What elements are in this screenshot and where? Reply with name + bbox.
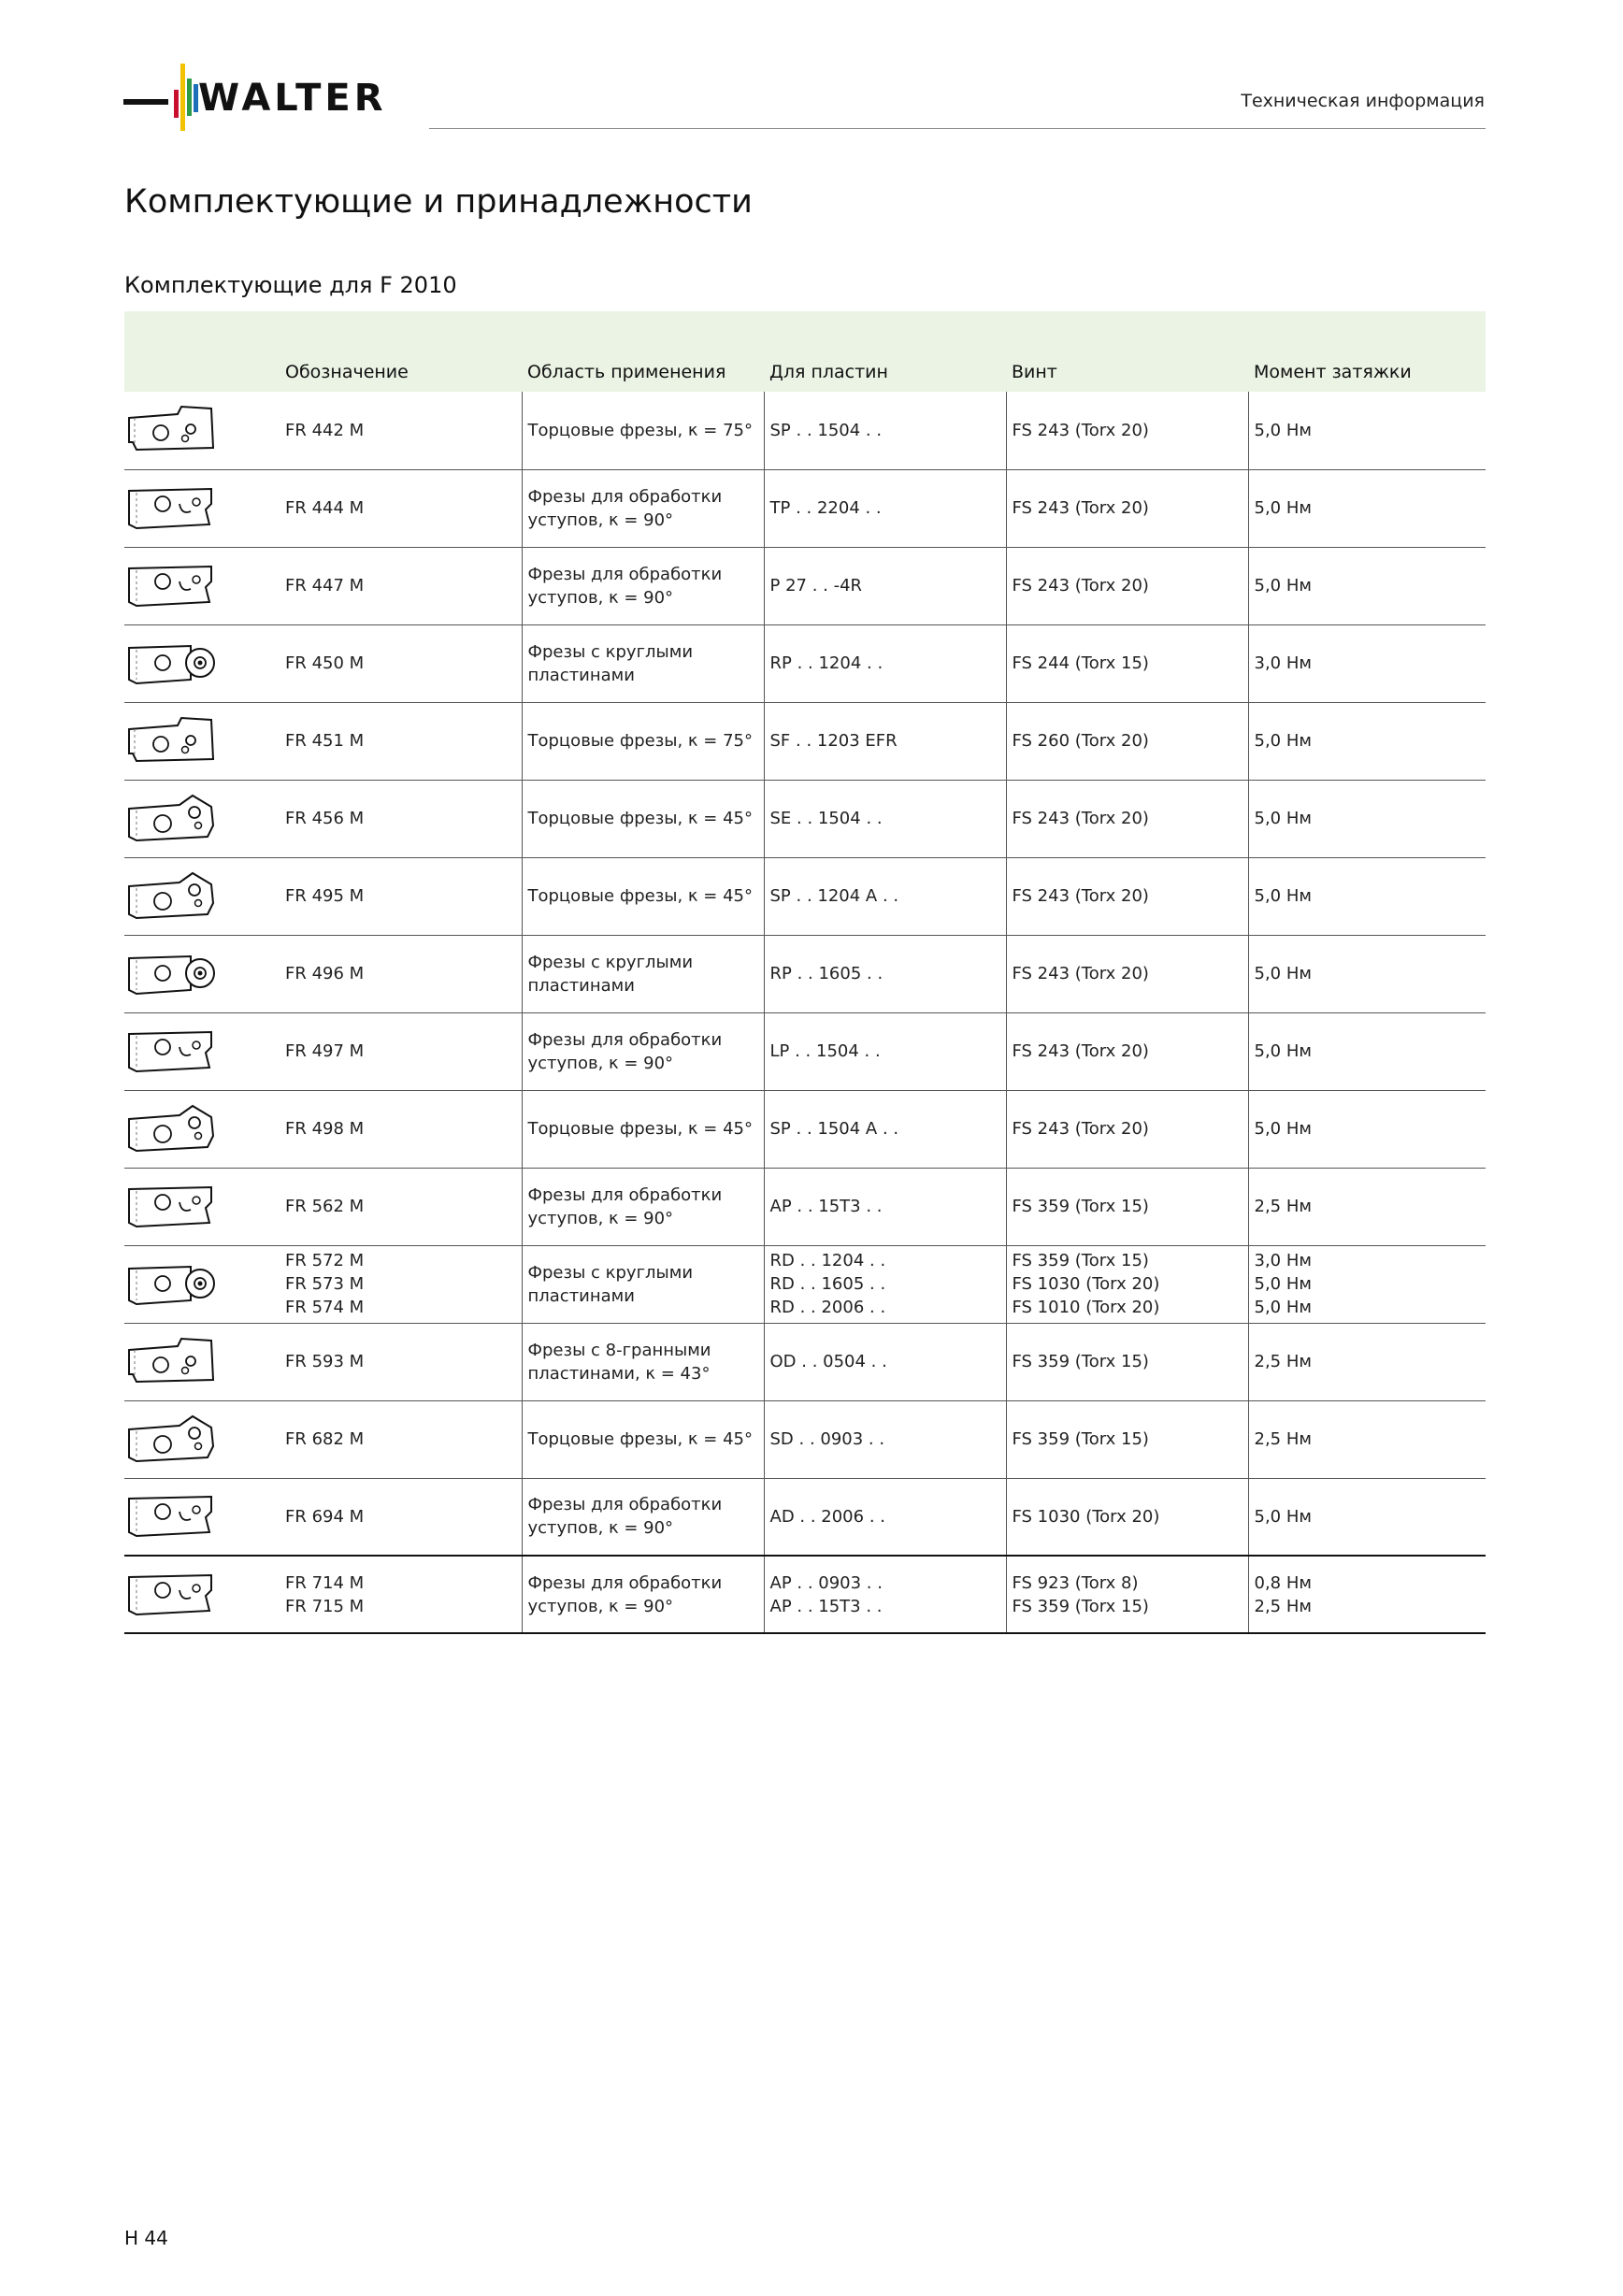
torque-cell: 5,0 Нм bbox=[1248, 702, 1486, 780]
screw-cell: FS 243 (Torx 20) bbox=[1006, 1090, 1248, 1168]
column-header-torque: Момент затяжки bbox=[1254, 362, 1412, 382]
torque-cell: 5,0 Нм bbox=[1248, 1012, 1486, 1090]
application-cell: Фрезы с круглыми пластинами bbox=[522, 935, 764, 1012]
cassette-75-icon bbox=[125, 1337, 217, 1387]
cassette-drawing-cell bbox=[124, 1012, 280, 1090]
inserts-cell: SP . . 1204 A . . bbox=[764, 857, 1006, 935]
designation-cell: FR 495 M bbox=[280, 857, 522, 935]
screw-cell: FS 243 (Torx 20) bbox=[1006, 935, 1248, 1012]
screw-cell: FS 359 (Torx 15) bbox=[1006, 1323, 1248, 1400]
cassette-drawing-cell bbox=[124, 1323, 280, 1400]
torque-cell: 0,8 Нм 2,5 Нм bbox=[1248, 1556, 1486, 1633]
cassette-drawing-cell bbox=[124, 1245, 280, 1323]
torque-cell: 5,0 Нм bbox=[1248, 935, 1486, 1012]
designation-cell: FR 496 M bbox=[280, 935, 522, 1012]
header-section-label: Техническая информация bbox=[1241, 91, 1485, 111]
torque-cell: 5,0 Нм bbox=[1248, 392, 1486, 469]
inserts-cell: OD . . 0504 . . bbox=[764, 1323, 1006, 1400]
table-row bbox=[124, 857, 1486, 935]
table-row bbox=[124, 547, 1486, 624]
application-cell: Фрезы для обработки уступов, κ = 90° bbox=[522, 1556, 764, 1633]
designation-cell: FR 456 M bbox=[280, 780, 522, 857]
inserts-cell: RP . . 1204 . . bbox=[764, 624, 1006, 702]
application-cell: Торцовые фрезы, κ = 45° bbox=[522, 1090, 764, 1168]
torque-cell: 3,0 Нм bbox=[1248, 624, 1486, 702]
column-header-inserts: Для пластин bbox=[769, 362, 888, 382]
screw-cell: FS 243 (Torx 20) bbox=[1006, 1012, 1248, 1090]
application-cell: Фрезы для обработки уступов, κ = 90° bbox=[522, 1168, 764, 1245]
designation-cell: FR 442 M bbox=[280, 392, 522, 469]
cassette-drawing-cell bbox=[124, 469, 280, 547]
cassette-drawing-cell bbox=[124, 935, 280, 1012]
table-row bbox=[124, 392, 1486, 469]
application-cell: Торцовые фрезы, κ = 45° bbox=[522, 1400, 764, 1478]
cassette-90-icon bbox=[125, 1491, 217, 1542]
table-row bbox=[124, 1556, 1486, 1633]
inserts-cell: AP . . 0903 . . AP . . 15T3 . . bbox=[764, 1556, 1006, 1633]
cassette-round-icon bbox=[125, 949, 217, 999]
torque-cell: 2,5 Нм bbox=[1248, 1168, 1486, 1245]
cassette-round-icon bbox=[125, 1259, 217, 1310]
designation-cell: FR 682 M bbox=[280, 1400, 522, 1478]
cassette-90-icon bbox=[125, 1026, 217, 1077]
torque-cell: 5,0 Нм bbox=[1248, 857, 1486, 935]
inserts-cell: SF . . 1203 EFR bbox=[764, 702, 1006, 780]
screw-cell: FS 359 (Torx 15) FS 1030 (Torx 20) FS 1010 (Torx 20) bbox=[1006, 1245, 1248, 1323]
column-header-screw: Винт bbox=[1012, 362, 1057, 382]
table-row bbox=[124, 702, 1486, 780]
designation-cell: FR 451 M bbox=[280, 702, 522, 780]
inserts-cell: P 27 . . -4R bbox=[764, 547, 1006, 624]
application-cell: Фрезы для обработки уступов, κ = 90° bbox=[522, 547, 764, 624]
cassette-drawing-cell bbox=[124, 702, 280, 780]
cassette-90-icon bbox=[125, 561, 217, 611]
table-row bbox=[124, 1012, 1486, 1090]
page-number: H 44 bbox=[124, 2227, 168, 2249]
inserts-cell: RP . . 1605 . . bbox=[764, 935, 1006, 1012]
application-cell: Торцовые фрезы, κ = 75° bbox=[522, 392, 764, 469]
cassette-90-icon bbox=[125, 1570, 217, 1620]
inserts-cell: SD . . 0903 . . bbox=[764, 1400, 1006, 1478]
inserts-cell: SP . . 1504 A . . bbox=[764, 1090, 1006, 1168]
screw-cell: FS 243 (Torx 20) bbox=[1006, 547, 1248, 624]
page-title: Комплектующие и принадлежности bbox=[124, 183, 753, 221]
cassette-drawing-cell bbox=[124, 1556, 280, 1633]
column-header-icon bbox=[124, 311, 280, 392]
table-row bbox=[124, 1323, 1486, 1400]
designation-cell: FR 694 M bbox=[280, 1478, 522, 1556]
cassette-drawing-cell bbox=[124, 780, 280, 857]
inserts-cell: AP . . 15T3 . . bbox=[764, 1168, 1006, 1245]
screw-cell: FS 243 (Torx 20) bbox=[1006, 469, 1248, 547]
table-row bbox=[124, 1478, 1486, 1556]
cassette-drawing-cell bbox=[124, 857, 280, 935]
table-row bbox=[124, 1090, 1486, 1168]
cassette-drawing-cell bbox=[124, 1400, 280, 1478]
screw-cell: FS 260 (Torx 20) bbox=[1006, 702, 1248, 780]
table-row bbox=[124, 1245, 1486, 1323]
screw-cell: FS 359 (Torx 15) bbox=[1006, 1168, 1248, 1245]
cassette-drawing-cell bbox=[124, 1090, 280, 1168]
inserts-cell: AD . . 2006 . . bbox=[764, 1478, 1006, 1556]
torque-cell: 5,0 Нм bbox=[1248, 1090, 1486, 1168]
application-cell: Фрезы с 8-гранными пластинами, κ = 43° bbox=[522, 1323, 764, 1400]
application-cell: Фрезы для обработки уступов, κ = 90° bbox=[522, 1478, 764, 1556]
table-header-row bbox=[124, 311, 1486, 392]
header-divider bbox=[429, 128, 1486, 129]
screw-cell: FS 1030 (Torx 20) bbox=[1006, 1478, 1248, 1556]
torque-cell: 5,0 Нм bbox=[1248, 547, 1486, 624]
application-cell: Фрезы для обработки уступов, κ = 90° bbox=[522, 1012, 764, 1090]
application-cell: Фрезы с круглыми пластинами bbox=[522, 624, 764, 702]
screw-cell: FS 243 (Torx 20) bbox=[1006, 392, 1248, 469]
designation-cell: FR 450 M bbox=[280, 624, 522, 702]
cassette-45-icon bbox=[125, 794, 217, 844]
table-row bbox=[124, 624, 1486, 702]
screw-cell: FS 243 (Torx 20) bbox=[1006, 857, 1248, 935]
torque-cell: 2,5 Нм bbox=[1248, 1323, 1486, 1400]
cassette-90-icon bbox=[125, 483, 217, 534]
designation-cell: FR 593 M bbox=[280, 1323, 522, 1400]
inserts-cell: TP . . 2204 . . bbox=[764, 469, 1006, 547]
cassette-75-icon bbox=[125, 405, 217, 455]
torque-cell: 5,0 Нм bbox=[1248, 780, 1486, 857]
table-row bbox=[124, 469, 1486, 547]
cassette-drawing-cell bbox=[124, 547, 280, 624]
cassette-90-icon bbox=[125, 1182, 217, 1232]
table-row bbox=[124, 1168, 1486, 1245]
accessories-table bbox=[124, 311, 1486, 1634]
torque-cell: 3,0 Нм 5,0 Нм 5,0 Нм bbox=[1248, 1245, 1486, 1323]
designation-cell: FR 447 M bbox=[280, 547, 522, 624]
designation-cell: FR 562 M bbox=[280, 1168, 522, 1245]
screw-cell: FS 359 (Torx 15) bbox=[1006, 1400, 1248, 1478]
inserts-cell: RD . . 1204 . . RD . . 1605 . . RD . . 2006 . . bbox=[764, 1245, 1006, 1323]
application-cell: Торцовые фрезы, κ = 45° bbox=[522, 857, 764, 935]
cassette-drawing-cell bbox=[124, 392, 280, 469]
column-header-designation: Обозначение bbox=[285, 362, 409, 382]
table-row bbox=[124, 935, 1486, 1012]
torque-cell: 2,5 Нм bbox=[1248, 1400, 1486, 1478]
table-row bbox=[124, 780, 1486, 857]
screw-cell: FS 243 (Torx 20) bbox=[1006, 780, 1248, 857]
application-cell: Фрезы с круглыми пластинами bbox=[522, 1245, 764, 1323]
cassette-drawing-cell bbox=[124, 624, 280, 702]
section-title: Комплектующие для F 2010 bbox=[124, 272, 457, 298]
designation-cell: FR 714 M FR 715 M bbox=[280, 1556, 522, 1633]
cassette-drawing-cell bbox=[124, 1478, 280, 1556]
inserts-cell: LP . . 1504 . . bbox=[764, 1012, 1006, 1090]
application-cell: Фрезы для обработки уступов, κ = 90° bbox=[522, 469, 764, 547]
designation-cell: FR 444 M bbox=[280, 469, 522, 547]
designation-cell: FR 498 M bbox=[280, 1090, 522, 1168]
column-header-application: Область применения bbox=[527, 362, 726, 382]
cassette-round-icon bbox=[125, 639, 217, 689]
screw-cell: FS 923 (Torx 8) FS 359 (Torx 15) bbox=[1006, 1556, 1248, 1633]
table-body bbox=[124, 392, 1486, 1633]
inserts-cell: SE . . 1504 . . bbox=[764, 780, 1006, 857]
torque-cell: 5,0 Нм bbox=[1248, 469, 1486, 547]
cassette-drawing-cell bbox=[124, 1168, 280, 1245]
cassette-45-icon bbox=[125, 1414, 217, 1465]
cassette-75-icon bbox=[125, 716, 217, 767]
table-row bbox=[124, 1400, 1486, 1478]
brand-wordmark: WALTER bbox=[198, 77, 387, 120]
inserts-cell: SP . . 1504 . . bbox=[764, 392, 1006, 469]
designation-cell: FR 572 M FR 573 M FR 574 M bbox=[280, 1245, 522, 1323]
cassette-45-icon bbox=[125, 871, 217, 922]
application-cell: Торцовые фрезы, κ = 45° bbox=[522, 780, 764, 857]
application-cell: Торцовые фрезы, κ = 75° bbox=[522, 702, 764, 780]
screw-cell: FS 244 (Torx 15) bbox=[1006, 624, 1248, 702]
torque-cell: 5,0 Нм bbox=[1248, 1478, 1486, 1556]
cassette-45-icon bbox=[125, 1104, 217, 1155]
designation-cell: FR 497 M bbox=[280, 1012, 522, 1090]
